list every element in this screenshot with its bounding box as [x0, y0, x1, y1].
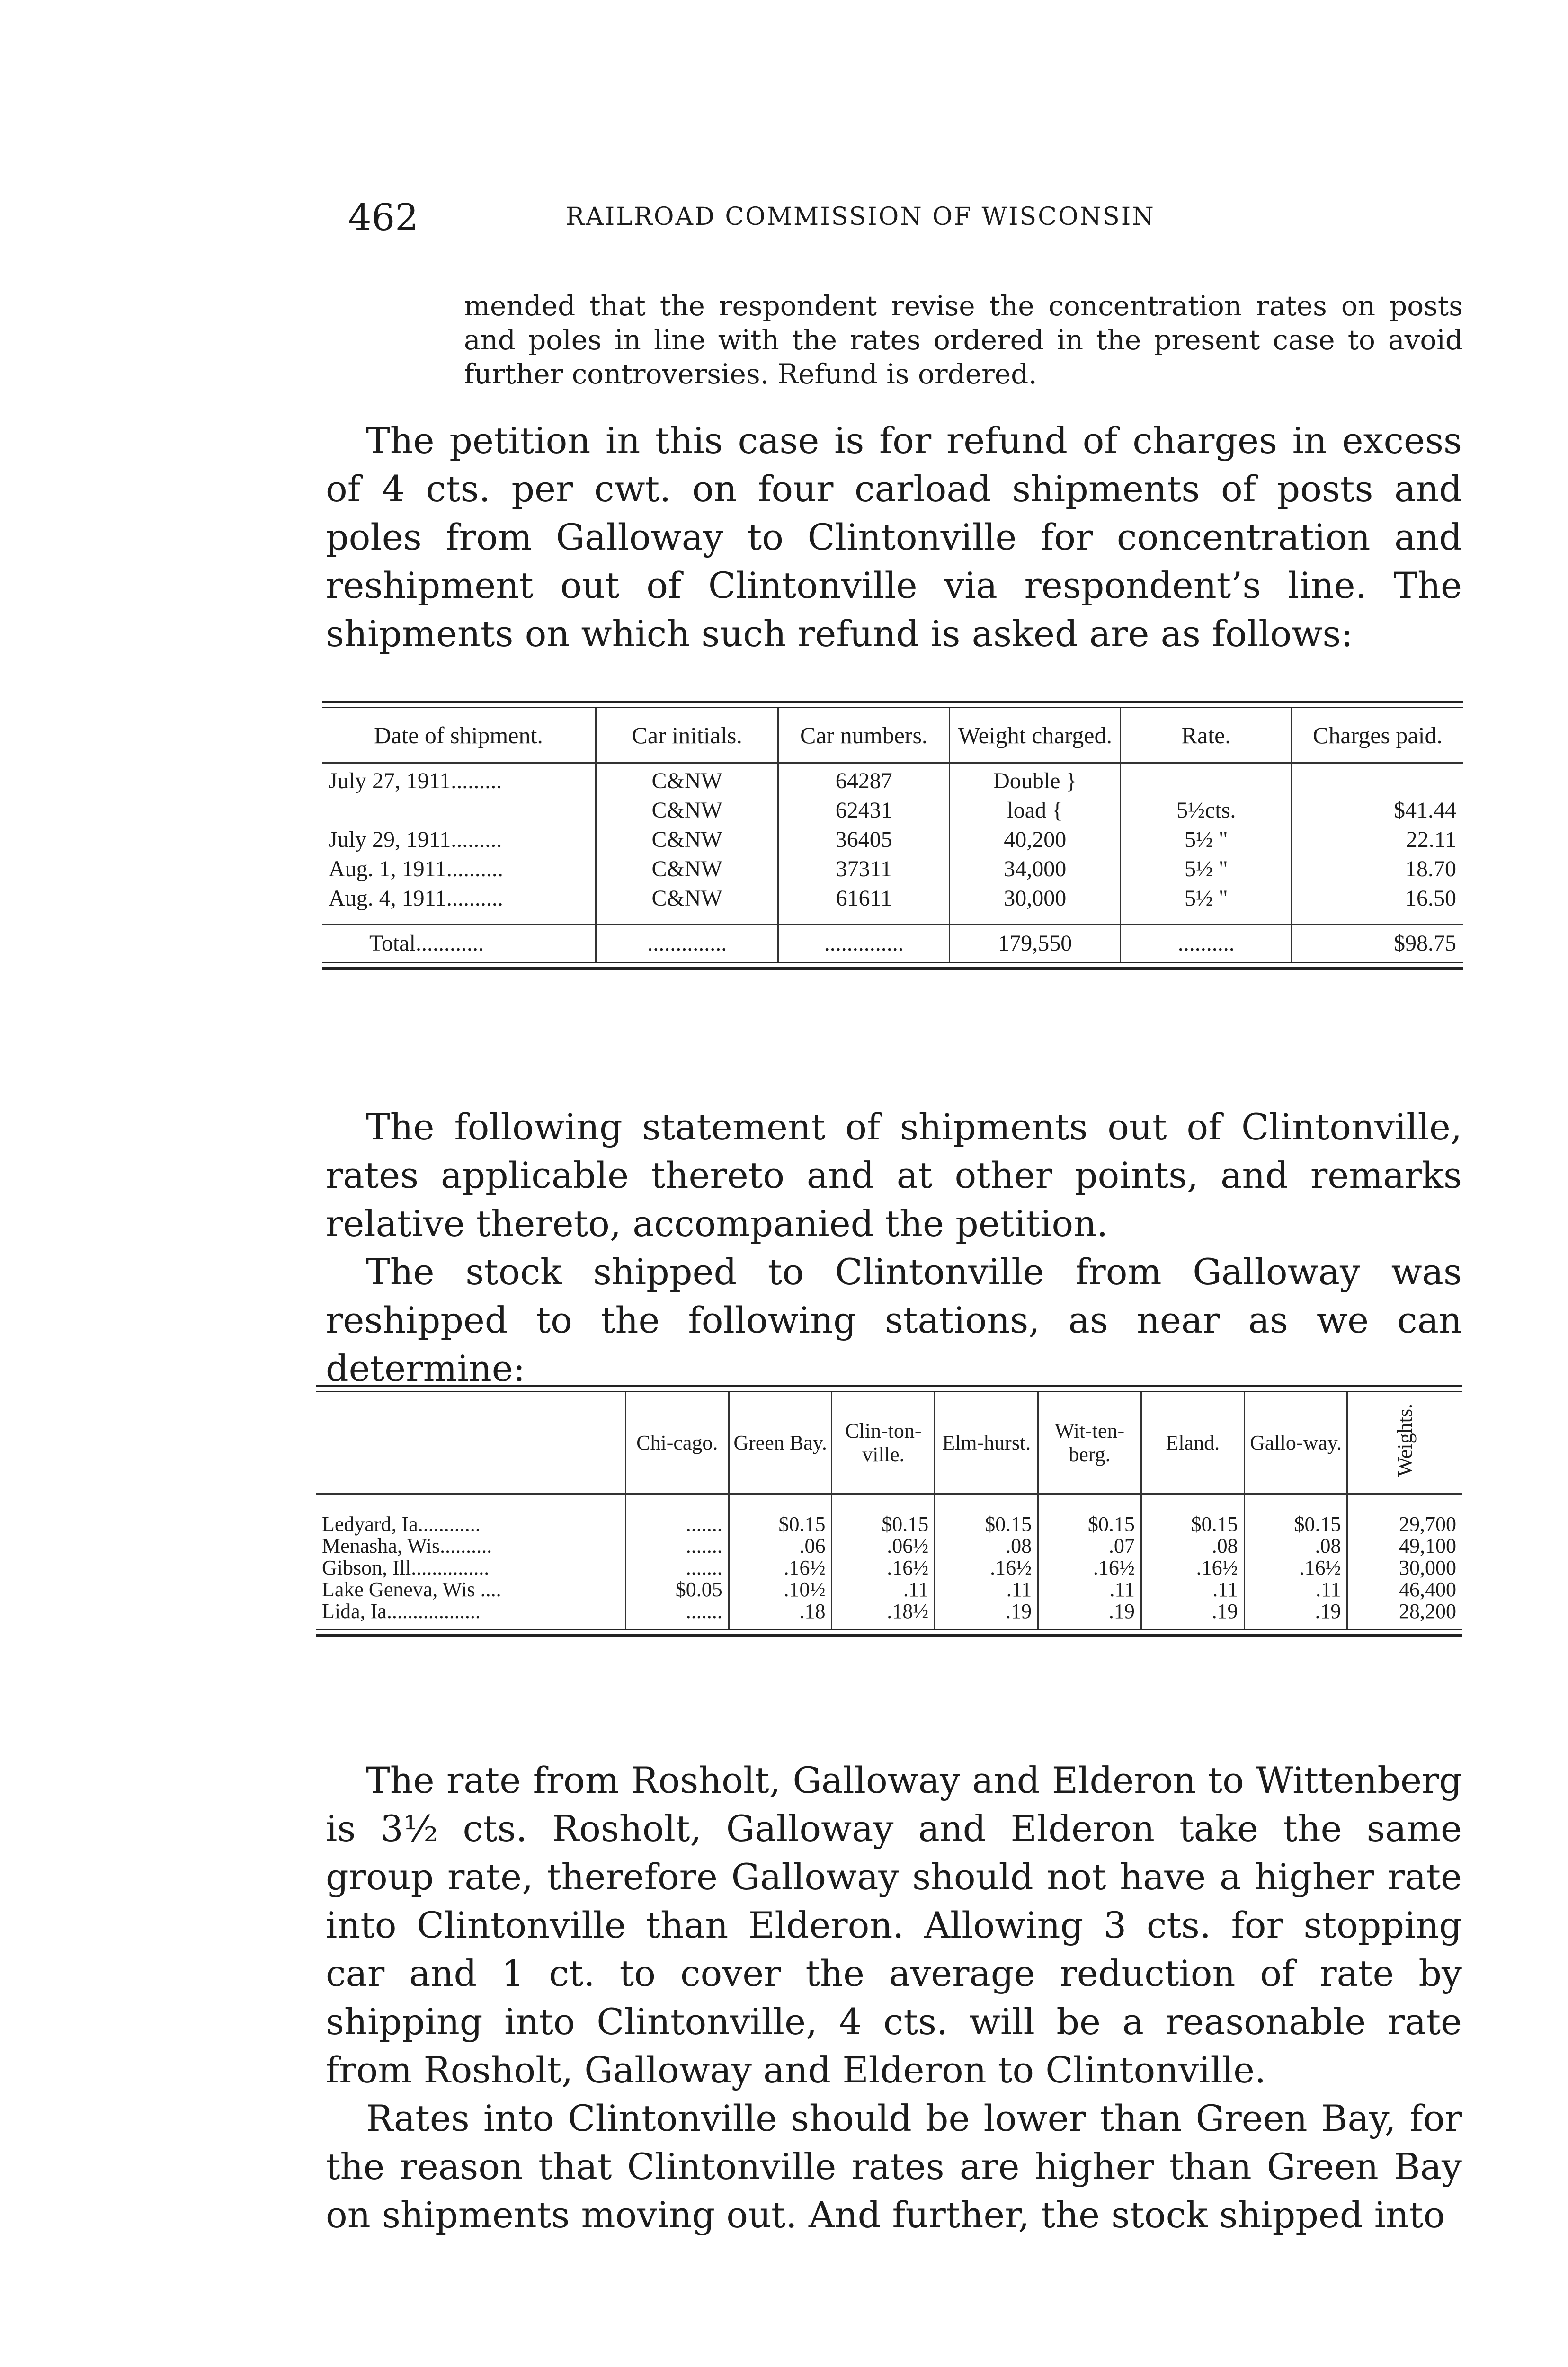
- paragraph-statement: [326, 1103, 1462, 1393]
- cell-value: $0.15: [729, 1494, 832, 1536]
- cell-value: .16½: [1244, 1557, 1347, 1579]
- shipments-table: [322, 701, 1463, 970]
- table-row: [316, 1535, 1462, 1557]
- cell-value: .11: [935, 1579, 1038, 1601]
- table-top-rule: [316, 1385, 1462, 1392]
- cell-rate: 5½ ": [1121, 822, 1292, 852]
- cell-initials: C&NW: [596, 763, 778, 793]
- table-row: [316, 1557, 1462, 1579]
- cell-rate: 5½ ": [1121, 852, 1292, 881]
- cell-value: .18: [729, 1601, 832, 1629]
- header-rate: Rate.: [1121, 708, 1292, 763]
- cell-station: Ledyard, Ia............: [322, 1513, 481, 1536]
- cell-date: July 29, 1911.........: [329, 827, 502, 852]
- header-weights: [1347, 1392, 1462, 1494]
- cell-date: July 27, 1911.........: [329, 768, 502, 793]
- cell-rate: 5½ ": [1121, 881, 1292, 925]
- total-charges: $98.75: [1292, 925, 1463, 962]
- header-clintonville: Clin-ton-ville.: [832, 1392, 935, 1494]
- header-wittenberg: Wit-ten-berg.: [1038, 1392, 1141, 1494]
- cell-value: $0.05: [625, 1579, 729, 1601]
- header-car-initials: Car initials.: [596, 708, 778, 763]
- cell-date: [322, 793, 596, 822]
- cell-value: .......: [625, 1494, 729, 1536]
- cell-value: $0.15: [832, 1494, 935, 1536]
- total-rate: ..........: [1121, 925, 1292, 962]
- table-row: [322, 793, 1463, 822]
- cell-charges: 16.50: [1292, 881, 1463, 925]
- header-elmhurst: Elm-hurst.: [935, 1392, 1038, 1494]
- header-charges: Charges paid.: [1292, 708, 1463, 763]
- cell-value: .06½: [832, 1535, 935, 1557]
- cell-value: .16½: [1141, 1557, 1244, 1579]
- cell-initials: C&NW: [596, 852, 778, 881]
- paragraph-petition: [326, 417, 1462, 658]
- cell-weight: Double }: [949, 763, 1121, 793]
- cell-value: .10½: [729, 1579, 832, 1601]
- cell-initials: C&NW: [596, 822, 778, 852]
- cell-charges: 22.11: [1292, 822, 1463, 852]
- header-weight: Weight charged.: [949, 708, 1121, 763]
- total-label: Total............: [322, 925, 596, 962]
- total-initials: ..............: [596, 925, 778, 962]
- cell-value: .18½: [832, 1601, 935, 1629]
- paragraph-1: The petition in this case is for refund of charges in excess of 4 cts. per cwt. on four carload shipments of posts and poles from Galloway to Clintonville for concentration and reshipment out of Clintonville via respondent’s line. The shipments on which such refund is asked are as follows:: [326, 419, 1462, 655]
- cell-value: $0.15: [1141, 1494, 1244, 1536]
- paragraph-5: Rates into Clintonville should be lower than Green Bay, for the reason that Clintonville rates are higher than Green Bay on shipments moving out. And further, the stock shipped into: [326, 2097, 1462, 2236]
- header-green-bay: Green Bay.: [729, 1392, 832, 1494]
- cell-value: .08: [1141, 1535, 1244, 1557]
- cell-value: .08: [1244, 1535, 1347, 1557]
- cell-value: .......: [625, 1601, 729, 1629]
- cell-number: 64287: [778, 763, 950, 793]
- cell-charges: 18.70: [1292, 852, 1463, 881]
- cell-initials: C&NW: [596, 881, 778, 925]
- header-chicago: Chi-cago.: [625, 1392, 729, 1494]
- cell-rate: [1121, 763, 1292, 793]
- cell-station: Gibson, Ill...............: [322, 1556, 490, 1580]
- paragraph-2: The following statement of shipments out of Clintonville, rates applicable thereto and at other points, and remarks relative thereto, accompanied the petition.: [326, 1106, 1462, 1245]
- table-row: [322, 822, 1463, 852]
- cell-value: .19: [1244, 1601, 1347, 1629]
- cell-date: Aug. 4, 1911..........: [329, 886, 503, 911]
- cell-number: 36405: [778, 822, 950, 852]
- cell-weight: load {: [949, 793, 1121, 822]
- table-row: [322, 881, 1463, 925]
- cell-value: .11: [1141, 1579, 1244, 1601]
- cell-initials: C&NW: [596, 793, 778, 822]
- cell-value: .16½: [1038, 1557, 1141, 1579]
- cell-value: .16½: [729, 1557, 832, 1579]
- cell-date: Aug. 1, 1911..........: [329, 856, 503, 881]
- header-date: Date of shipment.: [374, 722, 543, 748]
- header-eland: Eland.: [1141, 1392, 1244, 1494]
- table-top-rule: [322, 701, 1463, 708]
- cell-charges: $41.44: [1292, 793, 1463, 822]
- weights-label: Weights.: [1393, 1404, 1417, 1477]
- header-galloway: Gallo-way.: [1244, 1392, 1347, 1494]
- cell-number: 62431: [778, 793, 950, 822]
- running-title: RAILROAD COMMISSION OF WISCONSIN: [566, 203, 1155, 231]
- cell-weight: 34,000: [949, 852, 1121, 881]
- table-bottom-rule: [316, 1629, 1462, 1637]
- cell-value: .19: [1038, 1601, 1141, 1629]
- paragraph-4: The rate from Rosholt, Galloway and Elderon to Wittenberg is 3½ cts. Rosholt, Galloway and Elderon take the same group rate, therefore Galloway should not have a higher rate into Clintonville than Elderon. Allowing 3 cts. for stopping car and 1 ct. to cover the average reduction of rate by shipping into Clintonville, 4 cts. will be a reasonable rate from Rosholt, Galloway and Elderon to Clintonville.: [326, 1759, 1462, 2091]
- page-number: 462: [348, 196, 419, 239]
- rates-table: [316, 1385, 1462, 1637]
- cell-value: .11: [1244, 1579, 1347, 1601]
- paragraph-rate-discussion: [326, 1756, 1462, 2239]
- cell-number: 61611: [778, 881, 950, 925]
- cell-value: 30,000: [1347, 1557, 1462, 1579]
- table-row: [316, 1601, 1462, 1629]
- cell-weight: 30,000: [949, 881, 1121, 925]
- total-row: [322, 925, 1463, 962]
- cell-value: $0.15: [1244, 1494, 1347, 1536]
- table-row: [316, 1579, 1462, 1601]
- cell-value: 29,700: [1347, 1494, 1462, 1536]
- cell-weight: 40,200: [949, 822, 1121, 852]
- cell-station: Lida, Ia..................: [322, 1600, 481, 1623]
- cell-value: .16½: [935, 1557, 1038, 1579]
- cell-station: Lake Geneva, Wis ....: [322, 1578, 501, 1602]
- paragraph-3: The stock shipped to Clintonville from Galloway was reshipped to the following stations, as near as we can determine:: [326, 1251, 1462, 1389]
- cell-charges: [1292, 763, 1463, 793]
- cell-value: .11: [1038, 1579, 1141, 1601]
- cell-value: .......: [625, 1557, 729, 1579]
- cell-value: 49,100: [1347, 1535, 1462, 1557]
- cell-value: .06: [729, 1535, 832, 1557]
- cell-value: 28,200: [1347, 1601, 1462, 1629]
- cell-value: .......: [625, 1535, 729, 1557]
- cell-value: $0.15: [935, 1494, 1038, 1536]
- cell-value: $0.15: [1038, 1494, 1141, 1536]
- cell-value: .07: [1038, 1535, 1141, 1557]
- cell-value: .19: [935, 1601, 1038, 1629]
- table-row: [322, 763, 1463, 793]
- cell-value: .19: [1141, 1601, 1244, 1629]
- total-weight: 179,550: [949, 925, 1121, 962]
- cell-station: Menasha, Wis..........: [322, 1534, 492, 1558]
- header-car-numbers: Car numbers.: [778, 708, 950, 763]
- syllabus-text: mended that the respondent revise the concentration rates on posts and poles in line with the rates ordered in the present case to avoid further controversies. Refund is ordered.: [464, 290, 1463, 390]
- header-station: [316, 1392, 625, 1494]
- cell-value: .16½: [832, 1557, 935, 1579]
- table-row: [322, 852, 1463, 881]
- cell-number: 37311: [778, 852, 950, 881]
- cell-value: .08: [935, 1535, 1038, 1557]
- total-numbers: ..............: [778, 925, 950, 962]
- cell-value: 46,400: [1347, 1579, 1462, 1601]
- cell-value: .11: [832, 1579, 935, 1601]
- cell-rate: 5½cts.: [1121, 793, 1292, 822]
- table-row: [316, 1494, 1462, 1536]
- table-bottom-rule: [322, 962, 1463, 970]
